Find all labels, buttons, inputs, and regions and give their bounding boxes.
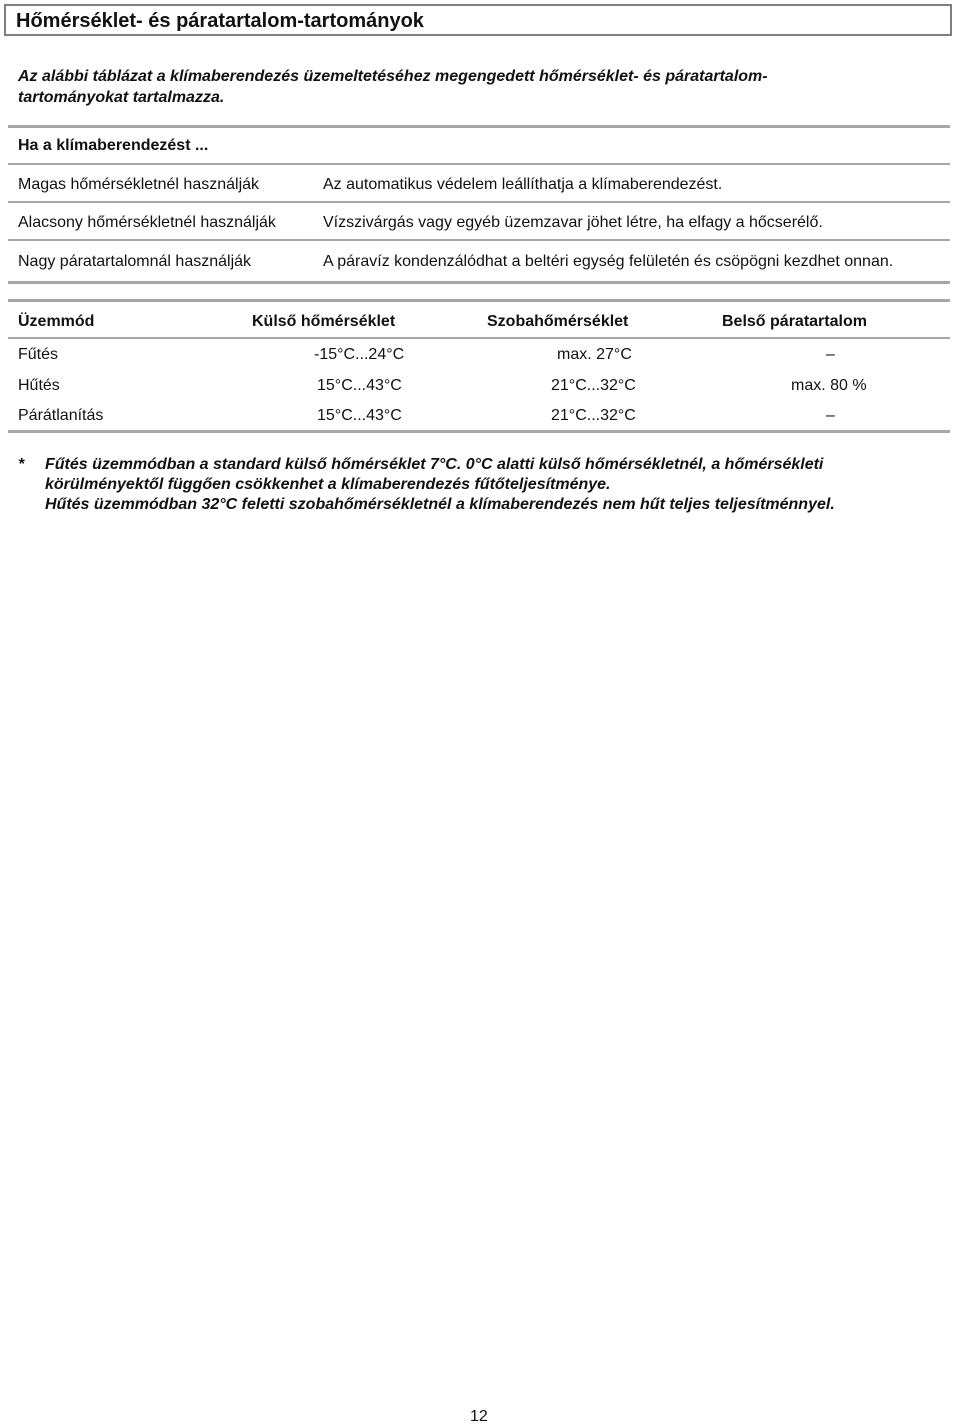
table-cell: max. 80 % [791,377,867,394]
intro-line-2: tartományokat tartalmazza. [18,89,225,106]
table-rule [8,239,950,241]
table-rule [8,281,950,284]
table-cell: -15°C...24°C [314,346,405,363]
table-cell: – [826,346,835,363]
column-header-mode: Üzemmód [18,313,95,330]
page-number: 12 [470,1408,488,1425]
table-cell: Hűtés [18,377,60,394]
condition-cell: Alacsony hőmérsékletnél használják [18,214,276,231]
footnote-line-1: Fűtés üzemmódban a standard külső hőmérséklet 7°C. 0°C alatti külső hőmérsékletnél, a hőmérsékleti [45,456,824,473]
effect-cell: A páravíz kondenzálódhat a beltéri egység felületén és csöpögni kezdhet onnan. [323,253,894,270]
page-title-box [4,4,952,36]
table-rule [8,299,950,302]
usage-table-header: Ha a klímaberendezést ... [18,137,209,154]
table-cell: 15°C...43°C [317,407,402,424]
footnote-line-3: Hűtés üzemmódban 32°C feletti szobahőmérsékletnél a klímaberendezés nem hűt teljes teljesítménnyel. [45,496,835,513]
table-cell: max. 27°C [557,346,632,363]
table-rule [8,125,950,128]
column-header-outdoor-temp: Külső hőmérséklet [252,313,396,330]
table-cell: Fűtés [18,346,59,363]
intro-text [18,66,918,108]
table-cell: Párátlanítás [18,407,104,424]
table-cell: 21°C...32°C [551,407,636,424]
condition-cell: Magas hőmérsékletnél használják [18,176,260,193]
footnote-line-2: körülményektől függően csökkenhet a klímaberendezés fűtőteljesítménye. [45,476,611,493]
table-rule [8,430,950,433]
table-rule [8,201,950,203]
table-rule [8,337,950,339]
column-header-humidity: Belső páratartalom [722,313,867,330]
table-cell: 15°C...43°C [317,377,402,394]
intro-line-1: Az alábbi táblázat a klímaberendezés üzemeltetéséhez megengedett hőmérséklet- és páratartalom- [18,68,768,85]
condition-cell: Nagy páratartalomnál használják [18,253,252,270]
page-title: Hőmérséklet- és páratartalom-tartományok [16,10,424,32]
table-cell: – [826,407,835,424]
table-cell: 21°C...32°C [551,377,636,394]
column-header-room-temp: Szobahőmérséklet [487,313,629,330]
effect-cell: Vízszivárgás vagy egyéb üzemzavar jöhet létre, ha elfagy a hőcserélő. [323,214,823,231]
table-rule [8,163,950,165]
effect-cell: Az automatikus védelem leállíthatja a klímaberendezést. [323,176,723,193]
footnote-marker: * [18,456,25,473]
